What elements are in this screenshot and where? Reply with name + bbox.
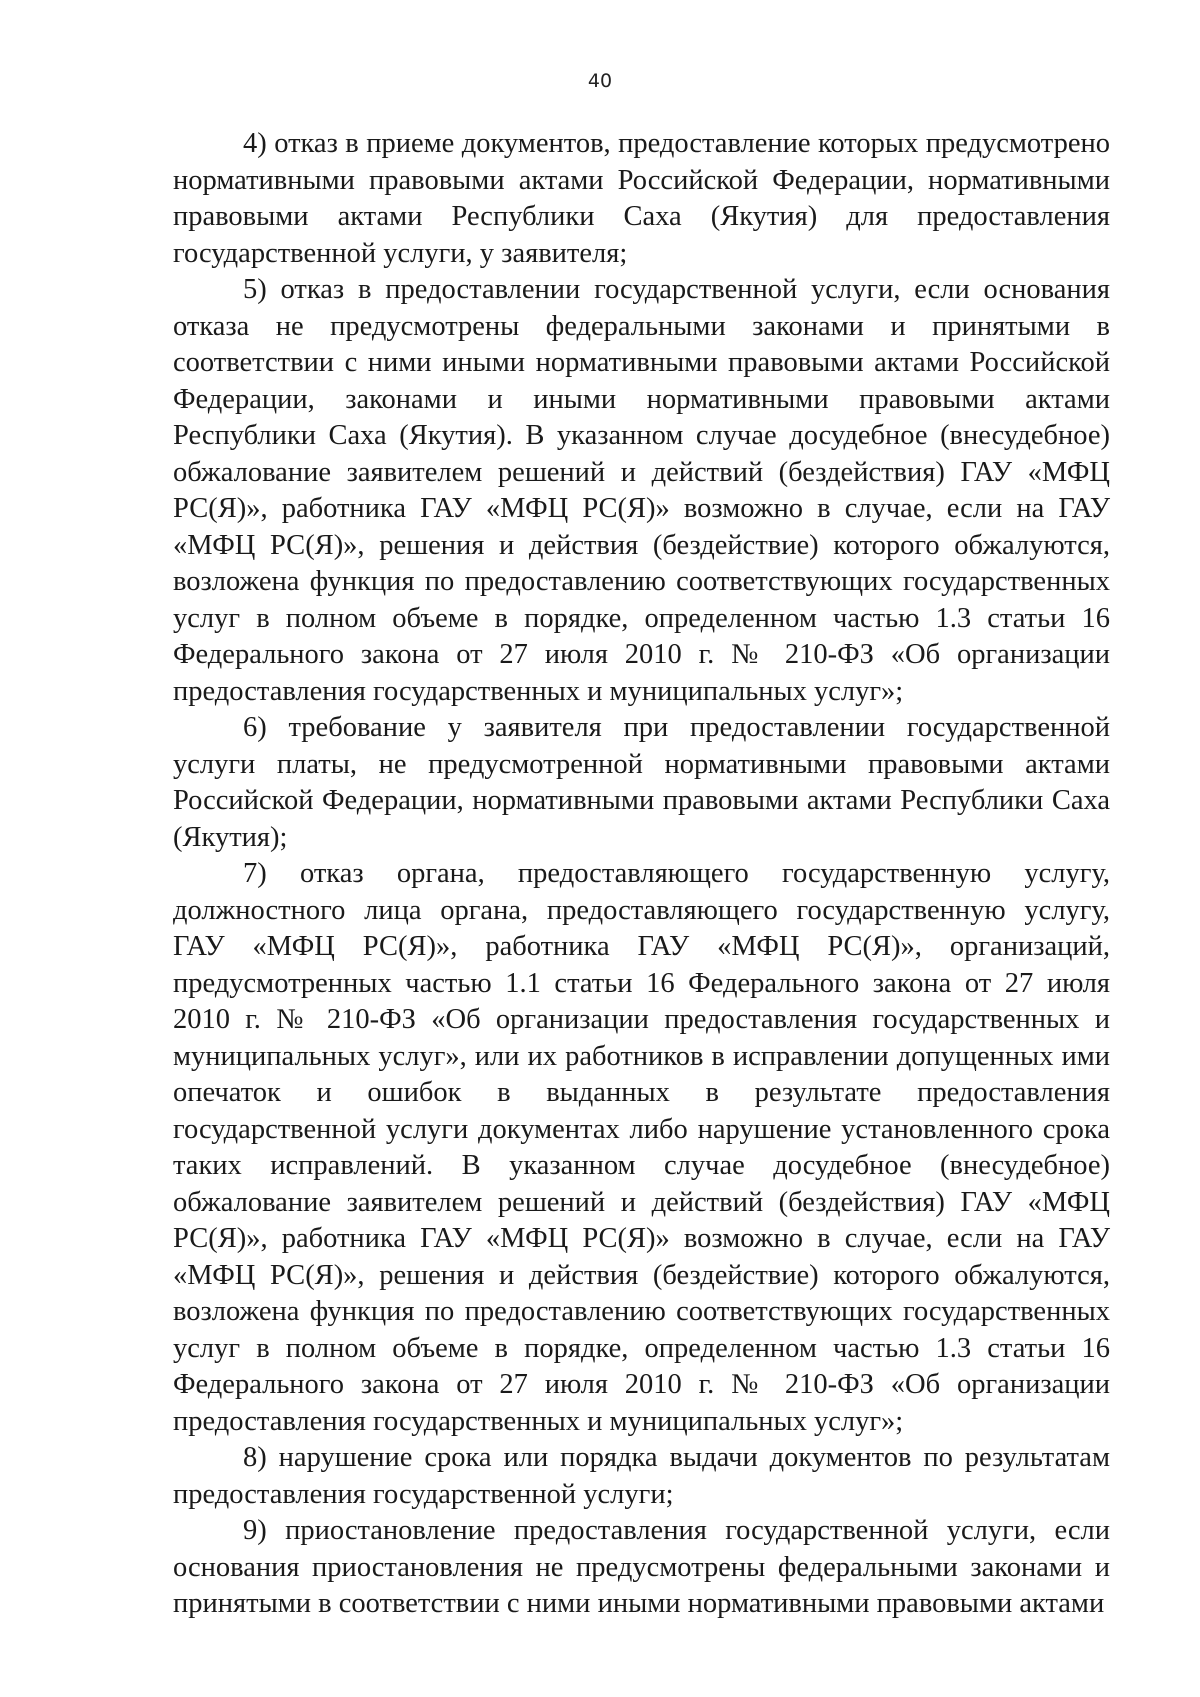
paragraph-item-5: 5) отказ в предоставлении государственной услуги, если основания отказа не предусмотрены федеральными законами и принятыми в соответствии с ними иными нормативными правовыми актами Российской Федерации, законами и иными нормативными правовыми актами Республики Саха (Якутия). В указанном случае досудебное (внесудебное) обжалование заявителем решений и действий (бездействия) ГАУ «МФЦ РС(Я)», работника ГАУ «МФЦ РС(Я)» возможно в случае, если на ГАУ «МФЦ РС(Я)», решения и действия (бездействие) которого обжалуются, возложена функция по предоставлению соответствующих государственных услуг в полном объеме в порядке, определенном частью 1.3 статьи 16 Федерального закона от 27 июля 2010 г. № 210-ФЗ «Об организации предоставления государственных и муниципальных услуг»; bbox=[173, 274, 1110, 707]
document-body bbox=[173, 126, 1110, 1623]
paragraph-item-4: 4) отказ в приеме документов, предоставление которых предусмотрено нормативными правовыми актами Российской Федерации, нормативными правовыми актами Республики Саха (Якутия) для предоставления государственной услуги, у заявителя; bbox=[173, 128, 1110, 269]
paragraph-item-7: 7) отказ органа, предоставляющего государственную услугу, должностного лица органа, предоставляющего государственную услугу, ГАУ «МФЦ РС(Я)», работника ГАУ «МФЦ РС(Я)», организаций, предусмотренных частью 1.1 статьи 16 Федерального закона от 27 июля 2010 г. № 210-ФЗ «Об организации предоставления государственных и муниципальных услуг», или их работников в исправлении допущенных ими опечаток и ошибок в выданных в результате предоставления государственной услуги документах либо нарушение установленного срока таких исправлений. В указанном случае досудебное (внесудебное) обжалование заявителем решений и действий (бездействия) ГАУ «МФЦ РС(Я)», работника ГАУ «МФЦ РС(Я)» возможно в случае, если на ГАУ «МФЦ РС(Я)», решения и действия (бездействие) которого обжалуются, возложена функция по предоставлению соответствующих государственных услуг в полном объеме в порядке, определенном частью 1.3 статьи 16 Федерального закона от 27 июля 2010 г. № 210-ФЗ «Об организации предоставления государственных и муниципальных услуг»; bbox=[173, 858, 1110, 1437]
page-number: 40 bbox=[587, 70, 613, 92]
paragraph-item-9: 9) приостановление предоставления государственной услуги, если основания приостановления не предусмотрены федеральными законами и принятыми в соответствии с ними иными нормативными правовыми актами bbox=[173, 1515, 1110, 1619]
paragraph-item-8: 8) нарушение срока или порядка выдачи документов по результатам предоставления государственной услуги; bbox=[173, 1442, 1110, 1510]
paragraph-item-6: 6) требование у заявителя при предоставлении государственной услуги платы, не предусмотренной нормативными правовыми актами Российской Федерации, нормативными правовыми актами Республики Саха (Якутия); bbox=[173, 712, 1110, 853]
